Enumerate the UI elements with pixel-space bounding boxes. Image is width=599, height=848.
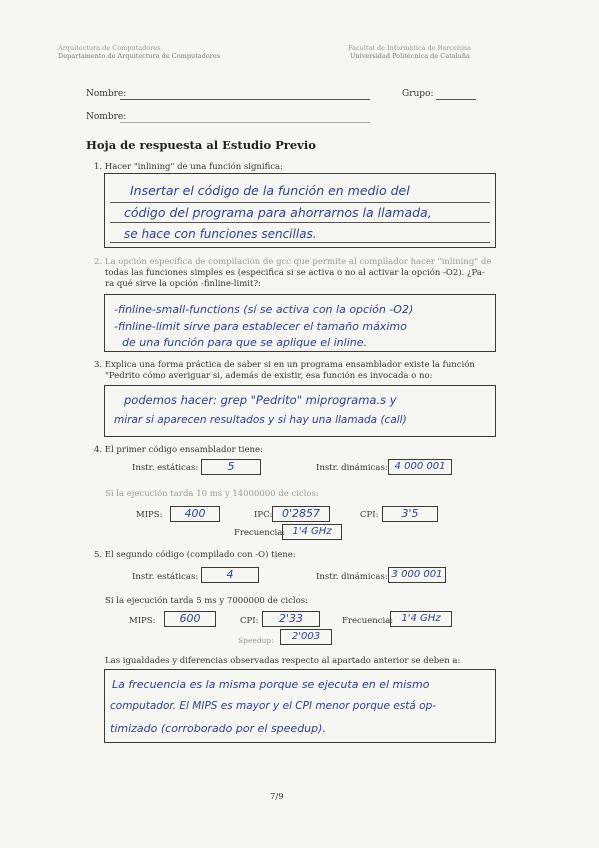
q1-rule-1 <box>110 202 490 203</box>
header-left-line2: Departamento de Arquitectura de Computadores <box>58 52 221 60</box>
q4-freq-value[interactable]: 1'4 GHz <box>282 524 342 540</box>
q4-estaticas-label: Instr. estáticas: <box>132 463 199 473</box>
q4-cpi-value[interactable]: 3'5 <box>382 506 438 522</box>
header-right-line1: Facultat de Informàtica de Barcelona <box>348 44 471 52</box>
q5-speedup-label: Speedup: <box>238 636 274 645</box>
grupo-field[interactable] <box>436 99 476 100</box>
q1-rule-3 <box>110 242 490 243</box>
nombre1-field[interactable] <box>120 99 370 100</box>
q5-dinamicas-value[interactable]: 3 000 001 <box>388 567 446 583</box>
q5-diff-text: Las igualdades y diferencias observadas respecto al apartado anterior se deben a: <box>105 656 461 666</box>
q3-text-line2: "Pedrito cómo averiguar si, además de existir, esa función es invocada o no: <box>105 371 433 381</box>
q2-text-line2: todas las funciones simples es (especifica si se activa o no al activar la opción -O2). ¿Pa- <box>105 268 485 278</box>
nombre2-label: Nombre: <box>86 112 127 122</box>
q5-cpi-value[interactable]: 2'33 <box>262 611 320 627</box>
q4-estaticas-value[interactable]: 5 <box>201 459 261 475</box>
q2-answer-line-2: -finline-limit sirve para establecer el tamaño máximo <box>114 320 407 333</box>
q5-freq-value[interactable]: 1'4 GHz <box>390 611 452 627</box>
q5-speedup-value[interactable]: 2'003 <box>280 629 332 645</box>
q3-answer-line-1: podemos hacer: grep "Pedrito" miprograma.s y <box>124 393 397 407</box>
q5-mips-value[interactable]: 600 <box>164 611 216 627</box>
page-title: Hoja de respuesta al Estudio Previo <box>86 138 316 152</box>
nombre1-label: Nombre: <box>86 89 127 99</box>
q4-mips-value[interactable]: 400 <box>170 506 220 522</box>
q4-text: 4. El primer código ensamblador tiene: <box>94 445 263 455</box>
q1-rule-2 <box>110 222 490 223</box>
q4-ipc-label: IPC: <box>254 510 273 520</box>
q5-answer-line-2: computador. El MIPS es mayor y el CPI menor porque está op- <box>110 700 437 712</box>
q2-text-line1: 2. La opción específica de compilación de gcc que permite al compilador hacer "inlining" de <box>94 257 492 267</box>
q2-answer-line-3: de una función para que se aplique el inline. <box>122 336 367 349</box>
q4-ejecucion-text: Si la ejecución tarda 10 ms y 14000000 de ciclos: <box>105 489 319 499</box>
q2-answer-line-1: -finline-small-functions (sí se activa con la opción -O2) <box>114 303 414 316</box>
q4-ipc-value[interactable]: 0'2857 <box>272 506 330 522</box>
q5-answer-line-1: La frecuencia es la misma porque se ejecuta en el mismo <box>112 678 430 691</box>
q5-estaticas-label: Instr. estáticas: <box>132 572 199 582</box>
q5-freq-label: Frecuencia: <box>342 616 394 626</box>
q5-dinamicas-label: Instr. dinámicas: <box>316 572 388 582</box>
grupo-label: Grupo: <box>402 89 434 99</box>
q1-answer-line-1: Insertar el código de la función en medio del <box>130 183 410 198</box>
q5-answer-line-3: timizado (corroborado por el speedup). <box>110 722 326 735</box>
header-left-line1: Arquitectura de Computadores <box>58 44 161 52</box>
q4-freq-label: Frecuencia: <box>234 528 286 538</box>
q5-estaticas-value[interactable]: 4 <box>201 567 259 583</box>
q5-text: 5. El segundo código (compilado con -O) tiene: <box>94 550 296 560</box>
q5-cpi-label: CPI: <box>240 616 259 626</box>
q3-text-line1: 3. Explica una forma práctica de saber si en un programa ensamblador existe la función <box>94 360 475 370</box>
q5-mips-label: MIPS: <box>129 616 156 626</box>
q4-cpi-label: CPI: <box>360 510 379 520</box>
nombre2-field[interactable] <box>120 122 370 123</box>
q4-dinamicas-label: Instr. dinámicas: <box>316 463 388 473</box>
q1-text: 1. Hacer "inlining" de una función significa: <box>94 162 283 172</box>
q2-text-line3: ra qué sirve la opción -finline-limit?: <box>105 279 261 289</box>
q4-mips-label: MIPS: <box>136 510 163 520</box>
q4-dinamicas-value[interactable]: 4 000 001 <box>388 459 452 475</box>
q3-answer-line-2: mirar si aparecen resultados y si hay una llamada (call) <box>114 414 407 426</box>
q1-answer-line-2: código del programa para ahorrarnos la llamada, <box>124 205 432 220</box>
q1-answer-line-3: se hace con funciones sencillas. <box>124 227 317 241</box>
q5-ejecucion-text: Si la ejecución tarda 5 ms y 7000000 de ciclos: <box>105 596 308 606</box>
header-right-line2: Universidad Politécnica de Cataluña <box>350 52 470 60</box>
page-number: 7/9 <box>270 792 284 802</box>
